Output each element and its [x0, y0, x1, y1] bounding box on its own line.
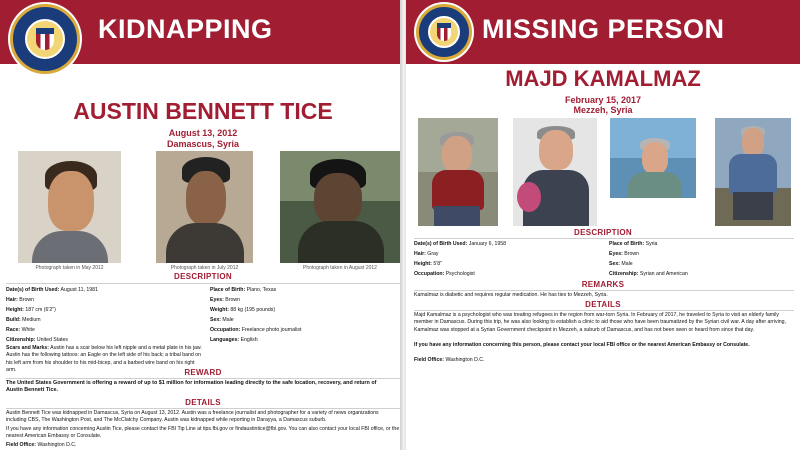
desc-row: Sex: Male	[210, 317, 234, 323]
description-heading: DESCRIPTION	[574, 228, 632, 237]
photo-2	[156, 151, 253, 263]
desc-row: Hair: Brown	[6, 297, 34, 303]
details-text: Austin Bennett Tice was kidnapped in Damascus, Syria on August 13, 2012. Austin was a freelance journalist and photographer for a variety of news organizations including CBS, The Washington Post, and The McClatchy Company. Austin was kidnapped while reporting in Darayya, a Damascus suburb.	[6, 410, 379, 424]
details-text: Majd Kamalmaz is a psychologist who was treating refugees in the region from war-torn Syria. In February of 2017, he traveled to Syria to visit an elderly family member in Damascus. During this trip, he was also looking to establish a clinic to aid those who have been traumatized by the Syrian civil war. A day after arriving, Kamalmaz was stopped at a Syrian Government checkpoint in Mezzeh, a suburb of Damascus, and has not been seen or heard from since that day.	[414, 312, 786, 333]
field-office: Field Office: Washington D.C.	[414, 357, 485, 363]
desc-row: Height: 187 cm (6'2")	[6, 307, 56, 313]
contact-text: If you have any information concerning this person, please contact your local FBI office or the nearest American Embassy or Consulate.	[414, 342, 750, 348]
desc-row: Place of Birth: Syria	[609, 241, 658, 247]
photo-1	[18, 151, 121, 263]
desc-row: Race: White	[6, 327, 35, 333]
desc-row: Languages: English	[210, 337, 258, 343]
fbi-seal-icon	[416, 4, 472, 60]
fbi-seal-icon	[10, 4, 80, 74]
divider	[6, 408, 400, 409]
desc-row: Place of Birth: Plano, Texas	[210, 287, 277, 293]
desc-row: Citizenship: United States	[6, 337, 69, 343]
desc-row: Citizenship: Syrian and American	[609, 271, 688, 277]
remarks-heading: REMARKS	[581, 280, 625, 289]
desc-row: Eyes: Brown	[210, 297, 241, 303]
contact-text: If you have any information concerning Austin Tice, please contact the FBI Tip Line at tips.fbi.gov or findaustintice@fbi.gov. You can also contact your local FBI office, or the nearest American Embassy or Consulate.	[6, 426, 400, 440]
desc-row: Hair: Gray	[414, 251, 439, 257]
divider	[414, 290, 794, 291]
incident-date: August 13, 2012	[168, 128, 238, 138]
photo-1	[418, 118, 498, 226]
reward-heading: REWARD	[184, 368, 222, 377]
photo-3-caption: Photograph taken in August 2012	[303, 265, 377, 271]
photo-3	[280, 151, 400, 263]
details-heading: DETAILS	[585, 300, 621, 309]
description-heading: DESCRIPTION	[174, 272, 232, 281]
field-office: Field Office: Washington D.C.	[6, 442, 77, 448]
person-name: AUSTIN BENNETT TICE	[73, 98, 333, 124]
desc-row: Date(s) of Birth Used: August 11, 1981	[6, 287, 98, 293]
divider	[6, 378, 400, 379]
desc-row: Weight: 88 kg (195 pounds)	[210, 307, 276, 313]
scars-and-marks: Scars and Marks: Austin has a scar below his left nipple and a metal plate in his jaw. Austin has the following tattoos: an Eagle on the left side of his back; a tribal band on his left arm from his shoulder to his mid-bicep, and a barbed wire band on his right arm.	[6, 345, 202, 373]
desc-row: Height: 5'8"	[414, 261, 442, 267]
banner-title: KIDNAPPING	[98, 14, 273, 44]
photo-1-caption: Photograph taken in May 2012	[35, 265, 104, 271]
details-heading: DETAILS	[185, 398, 221, 407]
photo-4	[715, 118, 791, 226]
person-name: MAJD KAMALMAZ	[505, 66, 701, 91]
incident-date: February 15, 2017	[564, 95, 642, 105]
photo-2	[513, 118, 597, 226]
desc-row: Eyes: Brown	[609, 251, 640, 257]
desc-row: Sex: Male	[609, 261, 633, 267]
divider	[414, 310, 794, 311]
reward-text: The United States Government is offering a reward of up to $1 million for information leading directly to the safe location, recovery, and return of Austin Bennett Tice.	[6, 380, 377, 394]
photo-3	[610, 118, 696, 198]
remarks-text: Kamalmaz is diabetic and requires regular medication. He has ties to Mezzeh, Syria.	[414, 292, 608, 298]
photo-2-caption: Photograph taken in July 2012	[170, 265, 239, 271]
desc-row: Date(s) of Birth Used: January 6, 1958	[414, 241, 506, 247]
divider	[6, 283, 400, 284]
banner-title: MISSING PERSON	[482, 14, 725, 44]
desc-row: Occupation: Freelance photo journalist	[210, 327, 302, 333]
incident-place: Damascus, Syria	[166, 139, 240, 149]
missing-person-poster	[406, 0, 800, 450]
divider	[414, 238, 794, 239]
desc-row: Occupation: Psychologist	[414, 271, 475, 277]
desc-row: Build: Medium	[6, 317, 41, 323]
incident-place: Mezzeh, Syria	[573, 105, 633, 115]
